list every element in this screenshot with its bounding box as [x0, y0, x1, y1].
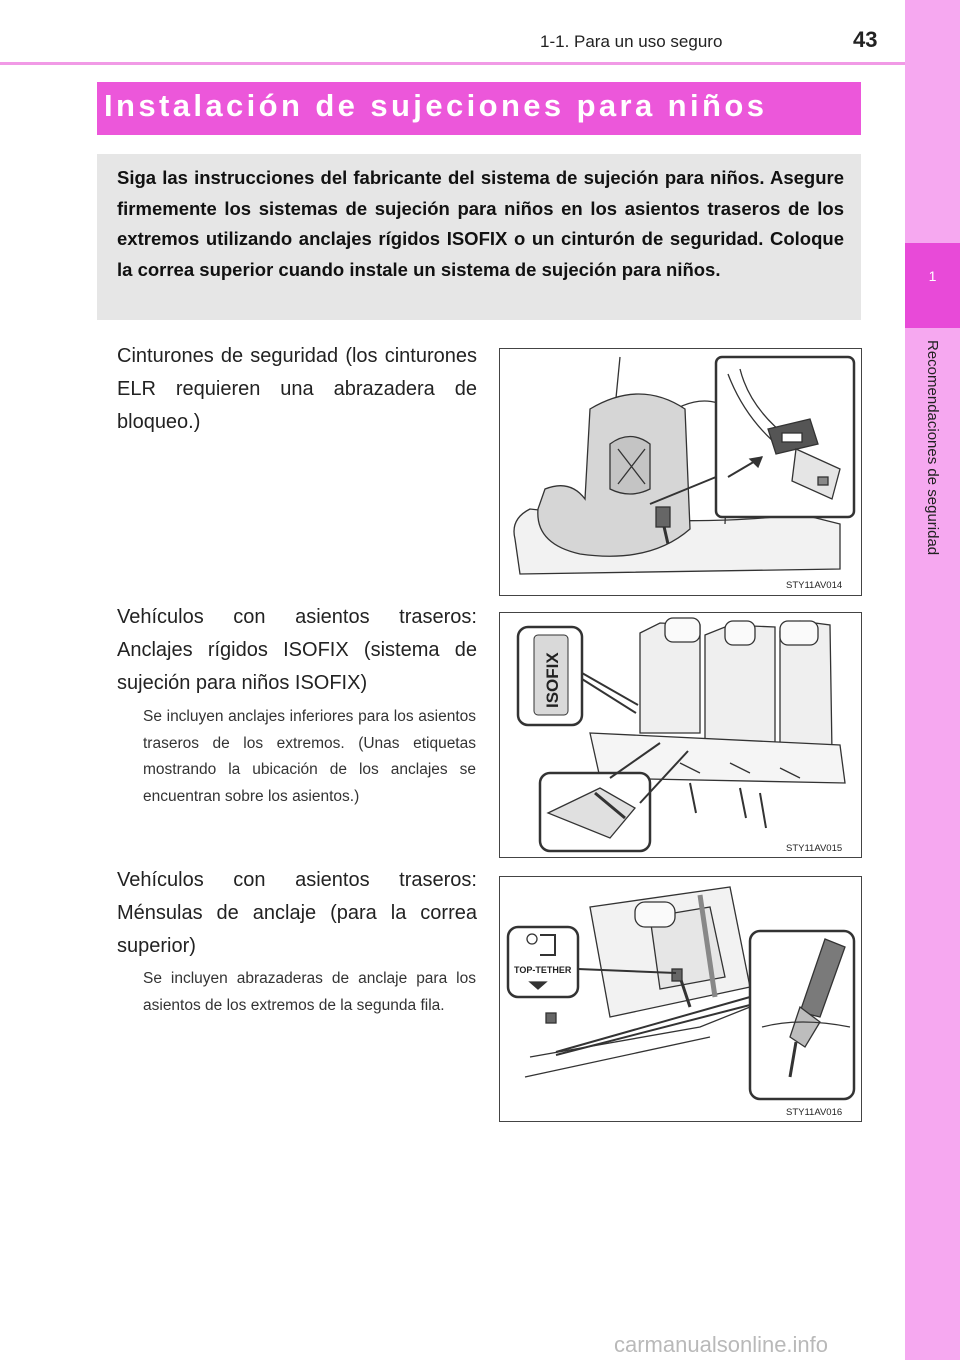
item-isofix-note: Se incluyen anclajes inferiores para los asientos traseros de los extremos. (Unas etiquetas mostrando la ubicación de los anclajes se encuentran sobre los asientos.) [143, 708, 476, 805]
running-header-section: 1-1. Para un uso seguro [540, 32, 723, 51]
isofix-label-text: ISOFIX [543, 652, 562, 708]
top-tether-label-text: TOP-TETHER [514, 965, 572, 975]
item-top-tether-note: Se incluyen abrazaderas de anclaje para los asientos de los extremos de la segunda fila. [143, 970, 476, 1014]
isofix-illustration [500, 613, 861, 857]
figure-seatbelt-install [499, 348, 862, 596]
seatbelt-illustration [500, 349, 861, 595]
item-seatbelt-title: Cinturones de seguridad (los cinturones ELR requieren una abrazadera de bloqueo.) [117, 345, 477, 433]
intro-text: Siga las instrucciones del fabricante del sistema de sujeción para niños. Asegure firmemente los sistemas de sujeción para niños en los asientos traseros de los extremos utilizando anclajes rígidos ISOFIX o un cinturón de seguridad. Coloque la correa superior cuando instale un sistema de sujeción para niños. [117, 167, 844, 280]
chapter-side-tab [905, 0, 960, 1360]
watermark: carmanualsonline.info [614, 1332, 829, 1357]
figure-isofix-anchors [499, 612, 862, 858]
page-number: 43 [853, 27, 878, 52]
top-tether-illustration [500, 877, 861, 1121]
chapter-tab-marker [905, 243, 960, 328]
chapter-number: 1 [928, 268, 937, 284]
page-title: Instalación de sujeciones para niños [104, 88, 768, 123]
figure-top-tether [499, 876, 862, 1122]
item-top-tether-title: Vehículos con asientos traseros: Ménsulas de anclaje (para la correa superior) [117, 869, 477, 957]
figure-code-2: STY11AV015 [786, 843, 843, 854]
header-rule [0, 62, 905, 65]
figure-code-3: STY11AV016 [786, 1107, 843, 1118]
figure-code-1: STY11AV014 [786, 580, 843, 591]
item-isofix-title: Vehículos con asientos traseros: Anclajes rígidos ISOFIX (sistema de sujeción para niños ISOFIX) [117, 606, 477, 694]
chapter-title: Recomendaciones de seguridad [924, 340, 941, 556]
